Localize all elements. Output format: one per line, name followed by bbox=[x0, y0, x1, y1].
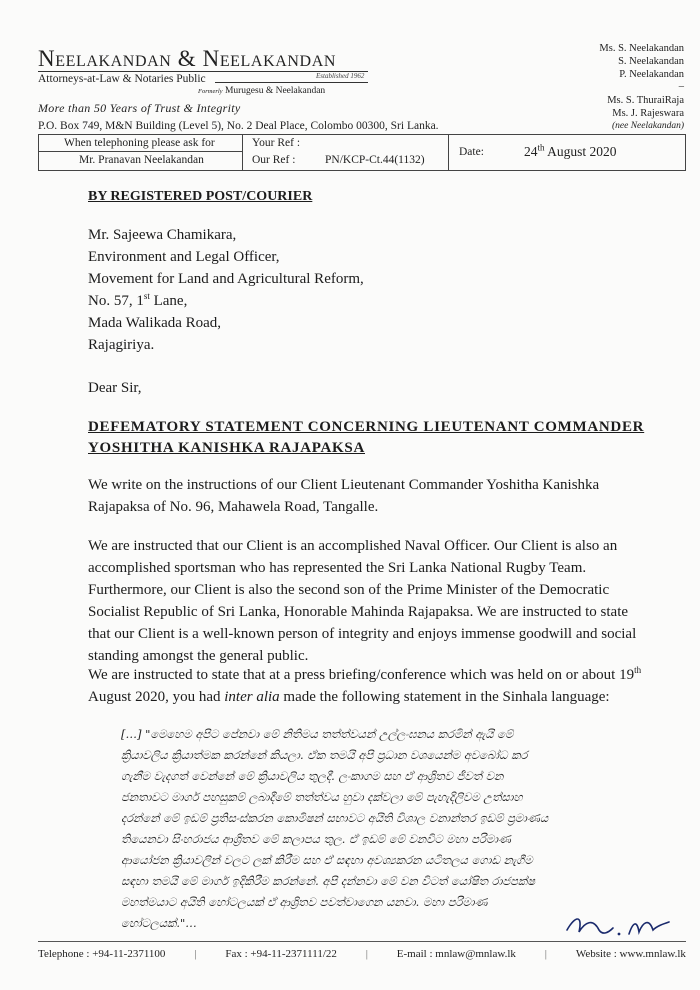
attorneys-rule bbox=[215, 82, 368, 83]
letter-date bbox=[524, 144, 617, 160]
formerly-prefix: Formerly bbox=[198, 88, 223, 95]
date-suffix: th bbox=[537, 142, 545, 153]
partners-separator: – bbox=[678, 81, 684, 92]
addr1-part: No. 57, 1 bbox=[88, 293, 144, 309]
paragraph-1: We write on the instructions of our Client Lieutenant Commander Yoshitha Kanishka Rajapaksa of No. 96, Mahawela Road, Tangalle. bbox=[88, 477, 600, 515]
salutation: Dear Sir, bbox=[88, 380, 142, 396]
footer bbox=[38, 948, 686, 960]
recipient-name: Mr. Sajeewa Chamikara, bbox=[88, 227, 237, 243]
para3-italic: inter alia bbox=[224, 689, 280, 705]
partner-name: Ms. S. ThuraiRaja bbox=[607, 95, 684, 106]
delivery-method: BY REGISTERED POST/COURIER bbox=[88, 189, 313, 204]
footer-separator: | bbox=[194, 948, 197, 960]
your-ref-label: Your Ref : bbox=[252, 137, 301, 149]
partner-name: S. Neelakandan bbox=[618, 56, 684, 67]
firm-address: P.O. Box 749, M&N Building (Level 5), No. 2 Deal Place, Colombo 00300, Sri Lanka. bbox=[38, 120, 439, 132]
our-ref-label: Our Ref : bbox=[252, 154, 296, 166]
partner-note: (nee Neelakandan) bbox=[611, 121, 684, 131]
date-day: 24 bbox=[524, 144, 538, 159]
recipient-title: Environment and Legal Officer, bbox=[88, 249, 280, 265]
para3-sup: th bbox=[634, 665, 642, 675]
paragraph-3 bbox=[88, 664, 648, 708]
date-label: Date: bbox=[459, 146, 484, 158]
footer-website: Website : www.mnlaw.lk bbox=[575, 948, 686, 960]
subject-line-1: DEFEMATORY STATEMENT CONCERNING LIEUTENANT COMMANDER bbox=[88, 419, 645, 435]
recipient-address-line2: Mada Walikada Road, bbox=[88, 315, 222, 331]
attorneys-subtitle: Attorneys-at-Law & Notaries Public bbox=[38, 73, 206, 85]
footer-email: E-mail : mnlaw@mnlaw.lk bbox=[396, 948, 516, 960]
formerly-name: Murugesu & Neelakandan bbox=[224, 86, 326, 96]
ref-divider bbox=[448, 135, 449, 170]
paragraph-2: We are instructed that our Client is an accomplished Naval Officer. Our Client is also an accomplished sportsman who has represented the Sri Lanka National Rugby Team. Furthermore, our Client is also the second son of the Prime Minister of the Democratic Socialist Republic of Sri Lanka, Honorable Mahinda Rajapaksa. We are instructed to state that our Client is a well-known person of integrity and enjoys immense goodwill and social standing amongst the general public. bbox=[88, 538, 637, 664]
footer-fax: Fax : +94-11-2371111/22 bbox=[225, 948, 337, 960]
recipient-org: Movement for Land and Agricultural Reform, bbox=[88, 271, 364, 287]
signature-image bbox=[563, 908, 678, 942]
tagline: More than 50 Years of Trust & Integrity bbox=[38, 101, 241, 115]
reference-box bbox=[38, 134, 686, 171]
ref-divider bbox=[242, 135, 243, 170]
established-note: Established 1962 bbox=[316, 72, 365, 80]
footer-telephone: Telephone : +94-11-2371100 bbox=[38, 948, 166, 960]
our-ref-value: PN/KCP-Ct.44(1132) bbox=[325, 154, 425, 166]
firm-name: Neelakandan & Neelakandan bbox=[38, 46, 337, 71]
footer-separator: | bbox=[544, 948, 547, 960]
footer-separator: | bbox=[365, 948, 368, 960]
partner-name: P. Neelakandan bbox=[619, 69, 684, 80]
partners-list bbox=[599, 42, 684, 133]
formerly-note bbox=[198, 86, 325, 96]
recipient-address-line1 bbox=[88, 290, 187, 312]
footer-rule bbox=[38, 941, 686, 942]
partner-name: Ms. S. Neelakandan bbox=[599, 43, 684, 54]
para3-part: We are instructed to state that at a press briefing/conference which was held on or about 19 bbox=[88, 667, 635, 683]
sinhala-quote: […] "මෙහෙම අපිට පේනවා මේ නිතිමය තත්ත්වයන් උල්ලංඝනය කරමින් ඇයි මේ ක්‍රියාවලිය ක්‍රියාත්මක කරන්නේ කියලා. ඒක තමයි අපි ප්‍රධාන වශයෙන්ම අවබෝධ කර ගැනීම වැදගත් වෙන්නේ මේ ක්‍රියාවලිය තුලදී. ලංකාගම සහ ඒ ආශ්‍රිතව ජීවත් වන ජනතාවට මාර්ග පහසුකම් ලබාදීමේ තත්ත්වය හුවා දක්වලා මේ පැහැදිලිවම උත්සාහ දරන්නේ මේ ඉඩම් ප්‍රතිසංස්කරන කොමිෂන් සභාවට අයිති විශාල වනාන්තර ඉඩම් ප්‍රමාණය තියෙනවා සිංහරාජය ආශ්‍රිතව මේ කලාපය තුල. ඒ ඉඩම් මේ වනවිට මහා පරිමාණ ආයෝජන ක්‍රියාවලින් වලට ලක් කිරීම සහ ඒ සඳහා අවශ්‍යකරන යටිතලය ගොඩ නැගීම සඳහා තමයි මේ මාර්ග ඉදිකිරීම කරන්නේ. අපි දන්නවා මේ වන විටත් යෝෂිත රාජපක්ෂ මහත්මයාට අයිති හෝටලයක් ඒ ආශ්‍රිතව පවත්වාගෙන යනවා. මහා පරිමාණ හෝටලයක්."… bbox=[121, 727, 549, 930]
recipient-address-line3: Rajagiriya. bbox=[88, 337, 155, 353]
para3-part: made the following statement in the Sinhala language: bbox=[279, 689, 610, 705]
telephoning-label: When telephoning please ask for bbox=[64, 137, 215, 149]
contact-name: Mr. Pranavan Neelakandan bbox=[79, 154, 204, 166]
ref-divider bbox=[39, 151, 242, 152]
para3-part: August 2020, you had bbox=[88, 689, 225, 705]
addr1-sup: st bbox=[143, 291, 150, 301]
date-rest: August 2020 bbox=[544, 144, 617, 159]
partner-name: Ms. J. Rajeswara bbox=[612, 108, 684, 119]
subject-line-2: YOSHITHA KANISHKA RAJAPAKSA bbox=[88, 440, 365, 456]
addr1-part: Lane, bbox=[149, 293, 188, 309]
